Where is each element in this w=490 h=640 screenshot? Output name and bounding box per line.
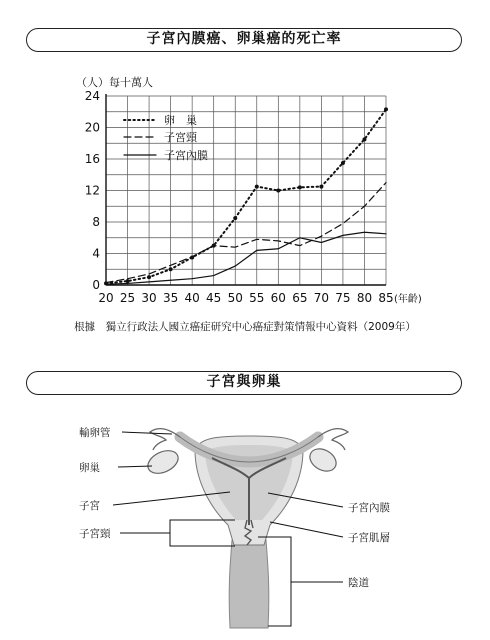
y-tick-label: 4 bbox=[92, 246, 100, 261]
vagina-shape bbox=[229, 540, 269, 628]
x-tick-label: 75 bbox=[335, 291, 351, 305]
label-ovary: 卵巢 bbox=[79, 462, 100, 474]
label-endometrium: 子宮內膜 bbox=[348, 502, 390, 514]
y-tick-label: 24 bbox=[84, 89, 100, 103]
x-tick-label: 85 bbox=[378, 291, 394, 305]
x-tick-label: 35 bbox=[162, 291, 179, 305]
x-tick-label: 65 bbox=[292, 291, 308, 305]
y-tick-label: 20 bbox=[84, 120, 100, 135]
label-myometrium: 子宮肌層 bbox=[348, 532, 390, 544]
legend-label: 卵 巢 bbox=[164, 114, 197, 127]
x-tick-label: 70 bbox=[313, 291, 330, 305]
legend-label: 子宮頸 bbox=[164, 131, 197, 144]
x-tick-label: 80 bbox=[356, 291, 373, 305]
label-oviduct: 輸卵管 bbox=[79, 427, 111, 439]
x-tick-label: 30 bbox=[141, 291, 157, 305]
y-tick-label: 0 bbox=[92, 278, 100, 292]
y-tick-label: 8 bbox=[92, 215, 100, 229]
bracket-cervix bbox=[170, 520, 235, 546]
x-tick-label: 40 bbox=[184, 291, 200, 305]
label-vagina: 陰道 bbox=[348, 577, 369, 589]
y-tick-label: 12 bbox=[84, 183, 100, 198]
x-tick-label: 50 bbox=[227, 291, 243, 305]
x-axis-unit: (年齡) bbox=[394, 294, 422, 305]
diagram-section-title: 子宮與卵巢 bbox=[26, 371, 462, 395]
x-tick-label: 55 bbox=[249, 291, 265, 305]
chart-section-title: 子宮內膜癌、卵巢癌的死亡率 bbox=[26, 28, 462, 52]
anatomy-illustration bbox=[144, 429, 348, 628]
label-uterus: 子宮 bbox=[79, 500, 100, 512]
legend-label: 子宮內膜 bbox=[164, 149, 208, 162]
ovary-left-shape bbox=[144, 446, 181, 478]
label-cervix: 子宮頸 bbox=[79, 528, 111, 540]
leader-oviduct bbox=[122, 432, 172, 434]
x-tick-label: 25 bbox=[119, 291, 136, 305]
x-tick-label: 60 bbox=[270, 291, 286, 305]
x-tick-label: 20 bbox=[98, 291, 114, 305]
ovary-right-shape bbox=[306, 444, 340, 475]
y-axis-unit-label: （人）每十萬人 bbox=[76, 76, 153, 89]
x-tick-label: 45 bbox=[206, 291, 222, 305]
y-tick-label: 16 bbox=[84, 152, 100, 166]
leader-myometrium bbox=[270, 522, 343, 537]
data-source-note: 根據 獨立行政法人國立癌症研究中心癌症對策情報中心資料（2009年） bbox=[74, 321, 416, 333]
leader-ovary bbox=[118, 466, 152, 467]
